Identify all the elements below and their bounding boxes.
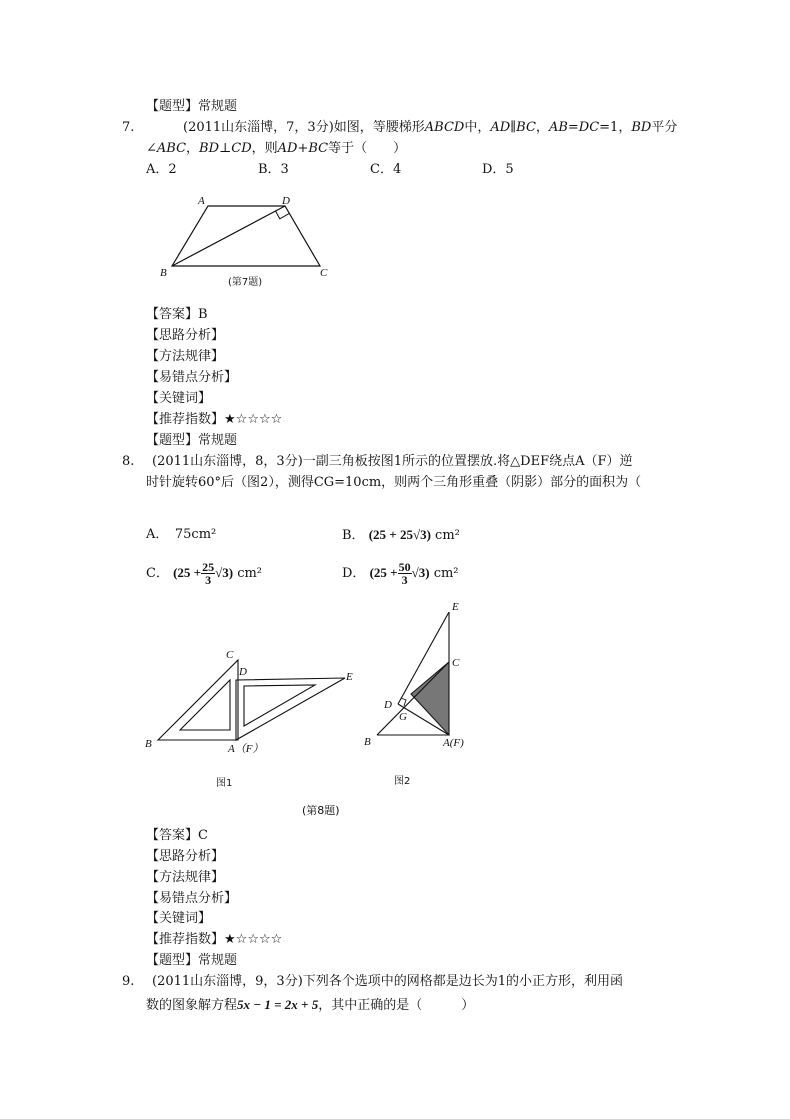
fig2-caption: 图2 [394, 776, 411, 787]
q9-number: 9. [122, 974, 135, 989]
q7-field-method: 【方法规律】 [146, 349, 225, 364]
fig1-label-c: C [226, 649, 234, 661]
q7-field-keywords: 【关键词】 [146, 391, 212, 406]
q7-option-a: A．2 [146, 162, 177, 177]
q8-figure1 [140, 640, 360, 800]
fraction-25-3: $\frac{25}{3}$ [202, 560, 215, 587]
fig1-caption: 图1 [216, 778, 233, 789]
fig2-label-g: G [399, 711, 407, 723]
fraction-50-3: $\frac{50}{3}$ [398, 560, 411, 587]
q7-caption: (第7题) [228, 277, 263, 288]
q8-number: 8. [122, 454, 135, 469]
q8-stem-line1: (2011山东淄博，8，3分)一副三角板按图1所示的位置摆放.将△DEF绕点A（F）逆 [152, 454, 633, 469]
rating-stars: ★☆☆☆☆ [224, 932, 283, 947]
trapezoid-abcd [172, 206, 320, 266]
q7-field-analysis: 【思路分析】 [146, 328, 225, 343]
q7-trapezoid-figure [150, 190, 340, 295]
q7-option-c: C．4 [370, 162, 402, 177]
q8-type-label: 【题型】常规题 [146, 433, 238, 448]
q7-number: 7. [122, 120, 135, 135]
q7-rating: 【推荐指数】★☆☆☆☆ [146, 412, 283, 427]
q8-rating: 【推荐指数】★☆☆☆☆ [146, 932, 283, 947]
fig1-label-a: A（F） [228, 743, 264, 755]
q9-stem-line2: 数的图象解方程5x − 1 = 2x + 5，其中正确的是（ ） [146, 997, 475, 1013]
triangle-abc-inner [180, 680, 230, 730]
label-c: C [320, 267, 328, 279]
q8-field-method: 【方法规律】 [146, 870, 225, 885]
q8-field-analysis: 【思路分析】 [146, 849, 225, 864]
fig1-label-d: D [239, 666, 247, 678]
triangle-abc-outer [158, 660, 238, 740]
rating-stars: ★☆☆☆☆ [224, 412, 283, 427]
fig2-label-e: E [452, 601, 459, 613]
fig1-label-b: B [145, 738, 152, 750]
q8-option-d: D． (25 + $\frac{50}{3}$ √3) cm² [342, 560, 459, 587]
label-a: A [198, 195, 205, 207]
fig1-label-e: E [346, 671, 353, 683]
label-d: D [282, 195, 290, 207]
q8-figure2 [360, 600, 480, 800]
q7-stem-line1: (2011山东淄博，7，3分)如图，等腰梯形ABCD中，AD∥BC，AB=DC=1，BD平分 [183, 120, 678, 135]
q8-option-a: A． 75cm² [146, 527, 217, 542]
q7-answer: 【答案】B [146, 307, 208, 322]
q8-option-c: C． (25 + $\frac{25}{3}$ √3) cm² [146, 560, 263, 587]
q8-answer: 【答案】C [146, 828, 208, 843]
q8-caption: (第8题) [302, 804, 340, 817]
label-b: B [160, 267, 167, 279]
diagonal-bd [172, 206, 285, 266]
q7-stem-line2: ∠ABC，BD⊥CD，则AD+BC等于（ ） [146, 141, 407, 156]
fig2-label-b: B [364, 736, 371, 748]
q7-type-label: 【题型】常规题 [146, 99, 238, 114]
equation: 5x − 1 = 2x + 5 [237, 997, 319, 1012]
q9-type-label: 【题型】常规题 [146, 953, 238, 968]
triangle-def-inner [244, 685, 315, 726]
q7-option-d: D．5 [482, 162, 514, 177]
right-angle-mark [276, 211, 290, 219]
q8-option-b: B． (25 + 25√3) cm² [342, 527, 460, 543]
fig2-label-c: C [452, 657, 460, 669]
q7-option-b: B．3 [258, 162, 289, 177]
q8-field-errors: 【易错点分析】 [146, 891, 238, 906]
q8-field-keywords: 【关键词】 [146, 911, 212, 926]
q9-stem-line1: (2011山东淄博，9，3分)下列各个选项中的网格都是边长为1的小正方形，利用函 [152, 974, 624, 989]
right-angle-d [401, 698, 406, 706]
triangle-def-outer [236, 678, 345, 740]
fig2-label-a: A(F) [443, 737, 464, 749]
fig2-label-d: D [384, 699, 392, 711]
q7-field-errors: 【易错点分析】 [146, 370, 238, 385]
q8-stem-line2: 时针旋转60°后（图2），测得CG=10cm，则两个三角形重叠（阴影）部分的面积为（ [146, 475, 642, 490]
